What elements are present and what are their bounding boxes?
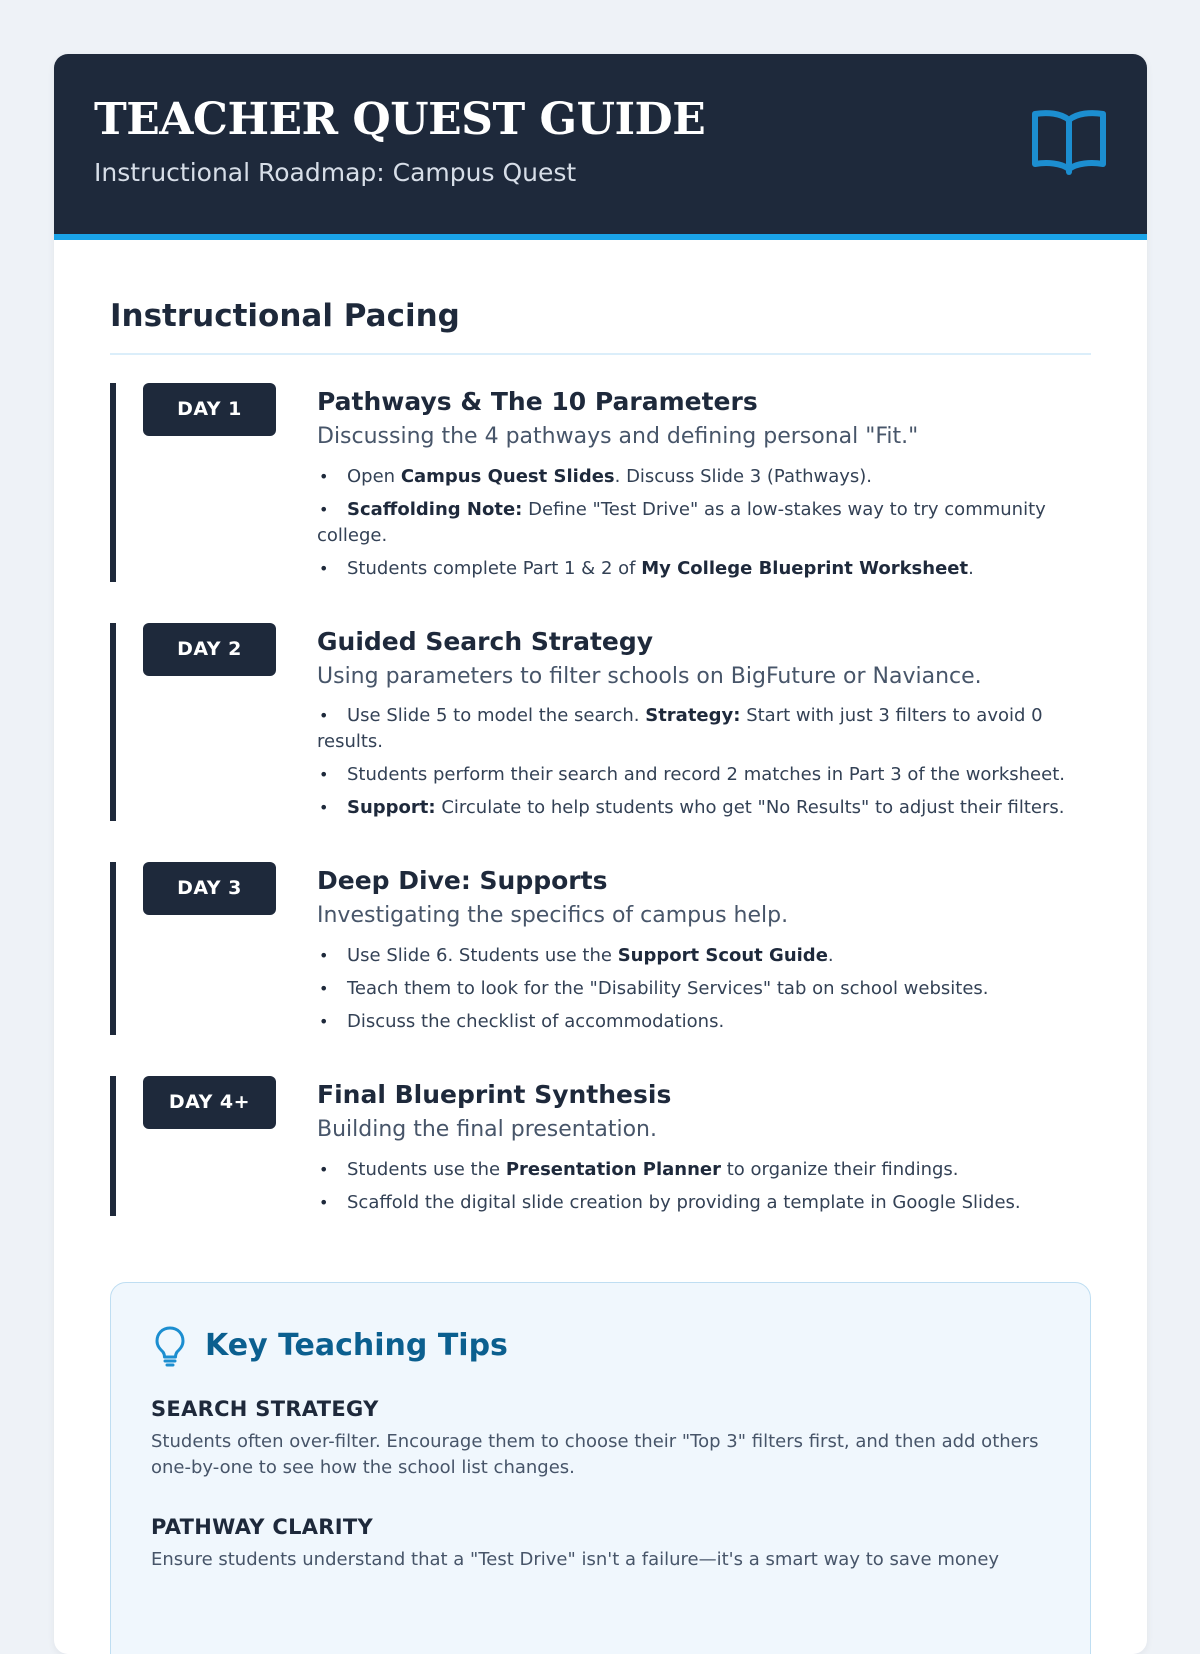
item-text: Discuss the checklist of accommodations. (347, 1010, 725, 1032)
bullet-icon: • (319, 499, 329, 519)
item-text: to organize their findings. (721, 1158, 959, 1180)
day-item (317, 1190, 1091, 1216)
bullet-icon: • (319, 466, 329, 486)
day-description: Using parameters to filter schools on BigFuture or Naviance. (317, 663, 982, 689)
day-title: Final Blueprint Synthesis (317, 1079, 672, 1109)
day-item (317, 703, 1091, 755)
item-text: Students perform their search and record 2 matches in Part 3 of the worksheet. (347, 764, 1065, 786)
day-row (110, 623, 1091, 822)
day-body (317, 862, 1091, 1035)
item-text: Students use the (347, 1158, 506, 1180)
pacing-timeline (110, 383, 1091, 1215)
item-text: . (827, 944, 834, 966)
day-item (317, 497, 1091, 549)
day-item (317, 943, 1091, 969)
item-text: Use Slide 5 to model the search. (347, 705, 646, 727)
page-subtitle: Instructional Roadmap: Campus Quest (94, 158, 577, 187)
item-text: Scaffold the digital slide creation by providing a template in Google Slides. (347, 1191, 1021, 1213)
day-items-list (317, 464, 1091, 582)
day-description: Discussing the 4 pathways and defining personal "Fit." (317, 424, 919, 450)
day-items-list (317, 943, 1091, 1035)
open-book-icon (1031, 106, 1107, 178)
day-item (317, 1157, 1091, 1183)
guide-content (54, 240, 1147, 1654)
tip-heading: SEARCH STRATEGY (151, 1396, 379, 1421)
day-item (317, 464, 1091, 490)
day-title: Pathways & The 10 Parameters (317, 387, 758, 417)
day-item (317, 795, 1091, 821)
item-text: . Discuss Slide 3 (Pathways). (614, 465, 873, 487)
item-text: Start with just 3 filters to avoid 0 results. (317, 705, 1043, 753)
tip-body: Ensure students understand that a "Test Drive" isn't a failure—it's a smart way to save money (151, 1548, 1000, 1570)
day-item (317, 556, 1091, 582)
day-description: Investigating the specifics of campus help. (317, 903, 789, 929)
bullet-icon: • (319, 1159, 329, 1179)
emphasis-text: Support Scout Guide (617, 944, 828, 966)
bullet-icon: • (319, 706, 329, 726)
day-item (317, 762, 1091, 788)
day-item (317, 1009, 1091, 1035)
tips-header (151, 1325, 1050, 1367)
day-title: Guided Search Strategy (317, 626, 654, 656)
guide-card (54, 54, 1147, 1654)
day-row (110, 383, 1091, 582)
day-body (317, 623, 1091, 822)
tip-heading: PATHWAY CLARITY (151, 1514, 374, 1539)
emphasis-text: My College Blueprint Worksheet (641, 557, 969, 579)
item-text: . (968, 557, 974, 579)
day-description: Building the final presentation. (317, 1116, 657, 1142)
day-badge: DAY 2 (143, 623, 276, 676)
bullet-icon: • (319, 945, 329, 965)
emphasis-text: Presentation Planner (505, 1158, 722, 1180)
item-text: Define "Test Drive" as a low-stakes way to try community college. (317, 498, 1046, 546)
day-item (317, 976, 1091, 1002)
item-text: Use Slide 6. Students use the (347, 944, 618, 966)
item-text: Teach them to look for the "Disability Services" tab on school websites. (347, 977, 989, 999)
guide-header (54, 54, 1147, 240)
tips-list (151, 1397, 1050, 1573)
tips-title: Key Teaching Tips (205, 1328, 508, 1364)
page-title: TEACHER QUEST GUIDE (94, 94, 706, 145)
bullet-icon: • (319, 1011, 329, 1031)
teaching-tips-panel (110, 1282, 1091, 1654)
day-body (317, 383, 1091, 582)
bullet-icon: • (319, 1192, 329, 1212)
day-row (110, 1076, 1091, 1216)
bullet-icon: • (319, 798, 329, 818)
day-body (317, 1076, 1091, 1216)
day-items-list (317, 1157, 1091, 1216)
item-text: Students complete Part 1 & 2 of (347, 557, 642, 579)
emphasis-text: Support: (347, 797, 436, 819)
tip-body: Students often over-filter. Encourage them to choose their "Top 3" filters first, and then add others one-by-one to see how the school list changes. (151, 1430, 1039, 1478)
lightbulb-icon (151, 1325, 189, 1367)
day-items-list (317, 703, 1091, 821)
day-badge: DAY 4+ (143, 1076, 276, 1129)
day-row (110, 862, 1091, 1035)
day-title: Deep Dive: Supports (317, 866, 608, 896)
emphasis-text: Strategy: (645, 705, 741, 727)
bullet-icon: • (319, 765, 329, 785)
day-badge: DAY 3 (143, 862, 276, 915)
day-badge: DAY 1 (143, 383, 276, 436)
item-text: Circulate to help students who get "No Results" to adjust their filters. (435, 797, 1065, 819)
emphasis-text: Scaffolding Note: (347, 498, 523, 520)
section-title: Instructional Pacing (110, 298, 1091, 355)
emphasis-text: Campus Quest Slides (400, 465, 615, 487)
bullet-icon: • (319, 558, 329, 578)
bullet-icon: • (319, 978, 329, 998)
item-text: Open (347, 465, 401, 487)
